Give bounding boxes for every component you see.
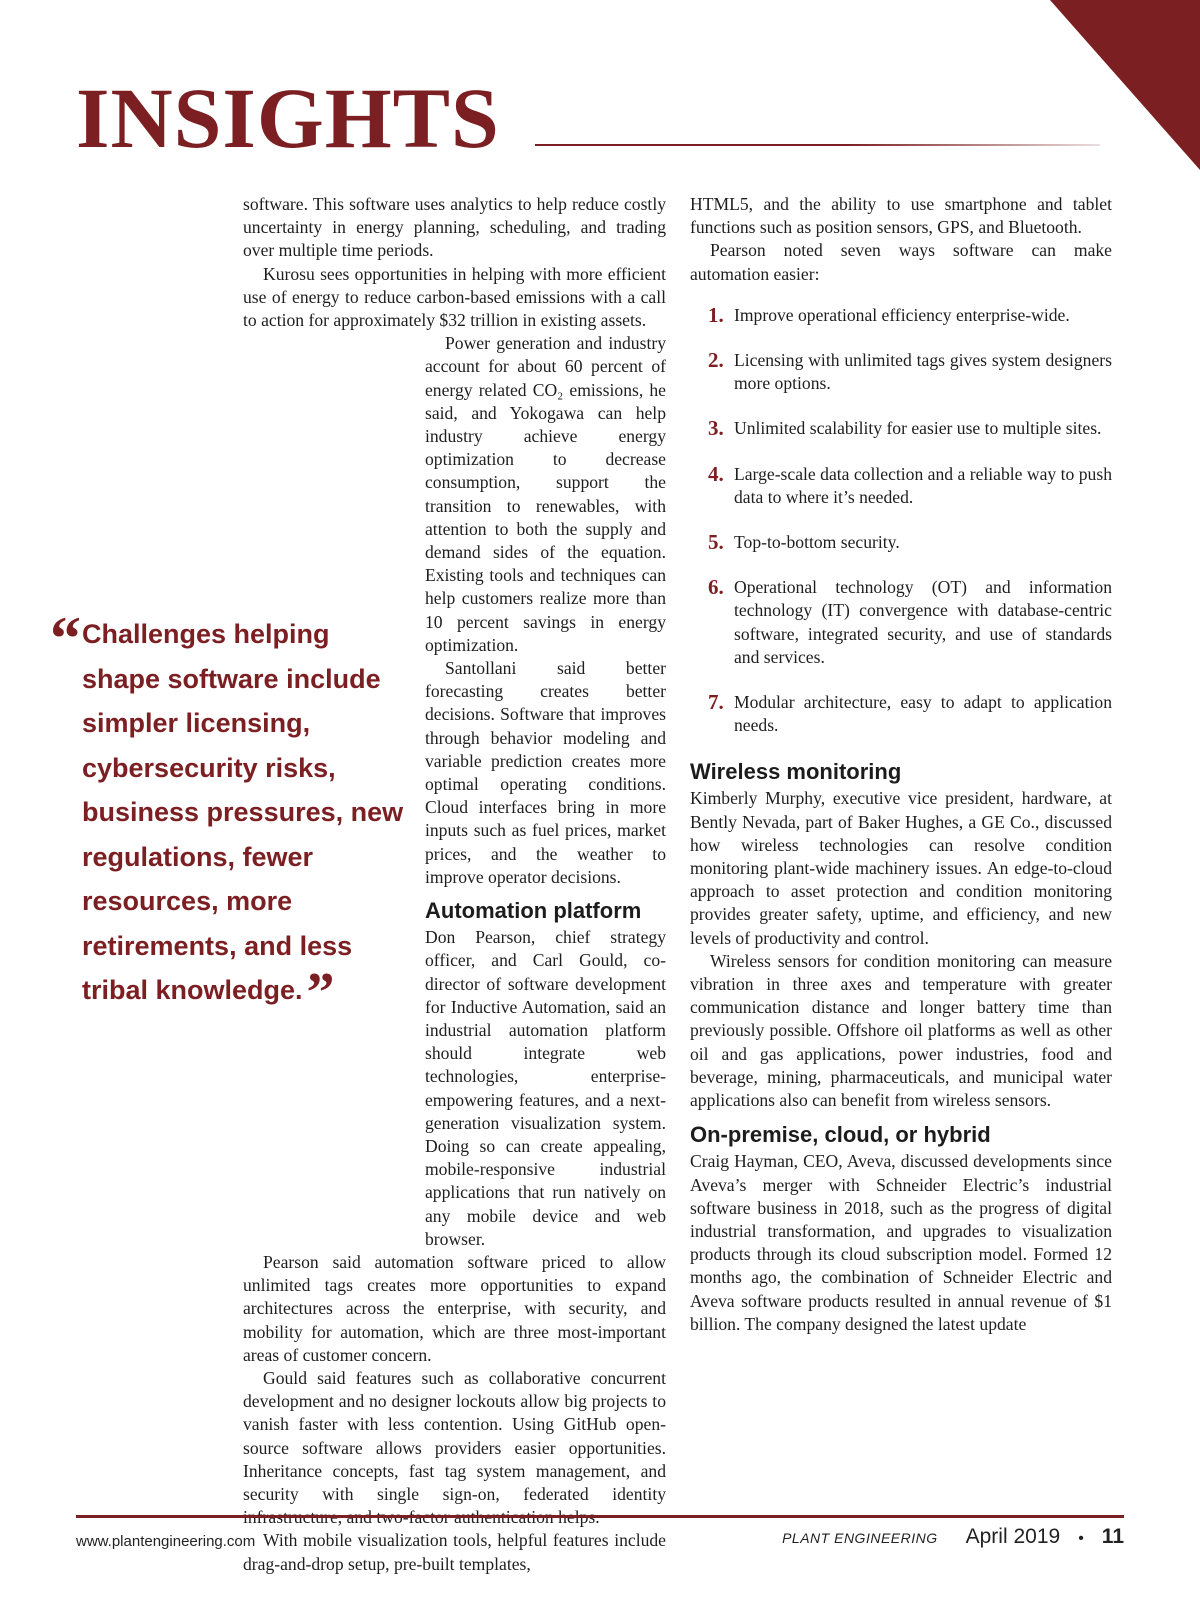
list-number: 5. <box>708 530 724 555</box>
paragraph: Pearson noted seven ways software can make automation easier: <box>690 240 1112 284</box>
paragraph: Craig Hayman, CEO, Aveva, discussed developments since Aveva’s merger with Schneider Electric’s industrial software business in 2018, such as the progress of digital industrial transformation, and upgrades to visualization products through its cloud subscription model. Formed 12 months ago, the combination of Schneider Electric and Aveva software products resulted in annual revenue of $1 billion. The company designed the latest update <box>690 1151 1112 1334</box>
list-item <box>690 691 1112 737</box>
article-column-right <box>690 193 1112 1505</box>
paragraph: Kurosu sees opportunities in helping with more efficient use of energy to reduce carbon-based emissions with a call to action for approximately $32 trillion in existing assets. <box>243 263 666 331</box>
list-item-text: Modular architecture, easy to adapt to application needs. <box>734 692 1112 736</box>
list-number: 2. <box>708 348 724 373</box>
list-item <box>690 304 1112 327</box>
paragraph: Santollani said better forecasting creates better decisions. Software that improves through behavior modeling and variable prediction creates more optimal operating conditions. Cloud interfaces bring in more inputs such as fuel prices, market prices, and the weather to improve operator decisions. <box>425 658 666 887</box>
pull-quote-text: Challenges helping shape software include simpler licensing, cybersecurity risks, business pressures, new regulations, fewer resources, more retirements, and less tribal knowledge. <box>82 619 404 1005</box>
list-item <box>690 576 1112 669</box>
list-item-text: Unlimited scalability for easier use to multiple sites. <box>734 418 1102 439</box>
subheading-on-premise-cloud-hybrid: On-premise, cloud, or hybrid <box>690 1122 991 1148</box>
list-item-text: Large-scale data collection and a reliable way to push data to where it’s needed. <box>734 463 1112 507</box>
subheading-automation-platform: Automation platform <box>425 898 642 924</box>
open-quote-mark: “ <box>50 605 81 673</box>
footer-rule <box>76 1515 1124 1518</box>
paragraph: Wireless sensors for condition monitoring can measure vibration in three axes and temperature with greater communication distance and longer battery time than previously possible. Offshore oil platforms as well as other oil and gas applications, power industries, food and beverage, mining, pharmaceuticals, and municipal water applications also can benefit from wireless sensors. <box>690 950 1112 1111</box>
list-number: 3. <box>708 416 724 441</box>
list-item <box>690 463 1112 509</box>
page-number: 11 <box>1101 1525 1124 1548</box>
pull-quote <box>50 605 410 1024</box>
numbered-list <box>690 304 1112 738</box>
list-number: 6. <box>708 575 724 600</box>
paragraph: Power generation and industry account for about 60 percent of energy related CO₂ emissions, he said, and Yokogawa can help industry achieve energy optimization to decrease consumption, support the transition to renewables, with attention to both the supply and demand sides of the equation. Existing tools and techniques can help customers realize more than 10 percent savings in energy optimization. <box>425 333 666 655</box>
close-quote-mark: ” <box>306 962 335 1024</box>
list-number: 7. <box>708 690 724 715</box>
footer-website-link[interactable]: www.plantengineering.com <box>76 1533 256 1550</box>
list-number: 1. <box>708 302 724 327</box>
paragraph: Kimberly Murphy, executive vice president, hardware, at Bently Nevada, part of Baker Hughes, a GE Co., discussed how wireless technologies can resolve condition monitoring plant-wide machinery issues. An edge-to-cloud approach to asset protection and condition monitoring provides greater safety, uptime, and efficiency, and new levels of productivity and control. <box>690 788 1112 948</box>
issue-date: April 2019 <box>965 1525 1061 1548</box>
list-item-text: Improve operational efficiency enterprise-wide. <box>734 304 1070 325</box>
list-item <box>690 417 1112 440</box>
paragraph: With mobile visualization tools, helpful features include drag-and-drop setup, pre-built templates, <box>243 1530 666 1574</box>
list-item-text: Licensing with unlimited tags gives system designers more options. <box>734 350 1112 394</box>
list-item-text: Operational technology (OT) and information technology (IT) convergence with database-centric software, integrated security, and use of standards and services. <box>734 577 1112 667</box>
list-item <box>690 349 1112 395</box>
list-number: 4. <box>708 461 724 486</box>
paragraph: HTML5, and the ability to use smartphone and tablet functions such as position sensors, GPS, and Bluetooth. <box>690 194 1112 238</box>
list-item-text: Top-to-bottom security. <box>734 532 900 553</box>
paragraph: software. This software uses analytics to help reduce costly uncertainty in energy planning, scheduling, and trading over multiple time periods. <box>243 194 666 261</box>
section-title: INSIGHTS <box>76 70 500 166</box>
subheading-wireless-monitoring: Wireless monitoring <box>690 759 902 785</box>
title-rule <box>535 144 1100 146</box>
paragraph: Pearson said automation software priced to allow unlimited tags creates more opportunities to expand architectures across the enterprise, with security, and mobility for automation, which are three most-important areas of customer concern. <box>243 1251 666 1365</box>
bullet-separator: • <box>1078 1530 1084 1547</box>
pull-quote-body <box>50 612 410 1024</box>
list-item <box>690 531 1112 554</box>
footer-folio <box>782 1525 1124 1549</box>
paragraph: Gould said features such as collaborative concurrent development and no designer lockouts allow big projects to vanish faster with less contention. Using GitHub open-source software allows providers easier opportunities. Inheritance concepts, fast tag system management, and security with single sign-on, federated identity <box>243 1367 666 1504</box>
magazine-name: PLANT ENGINEERING <box>782 1530 938 1546</box>
paragraph: Don Pearson, chief strategy officer, and Carl Gould, co-director of software development for Inductive Automation, said an industrial automation platform should integrate web technologies, enterprise-empowering features, and a next-generation visualization system. Doing so can create appealing, mobile-responsive industrial applications that run natively on any mobile device and web browser. <box>425 927 666 1249</box>
